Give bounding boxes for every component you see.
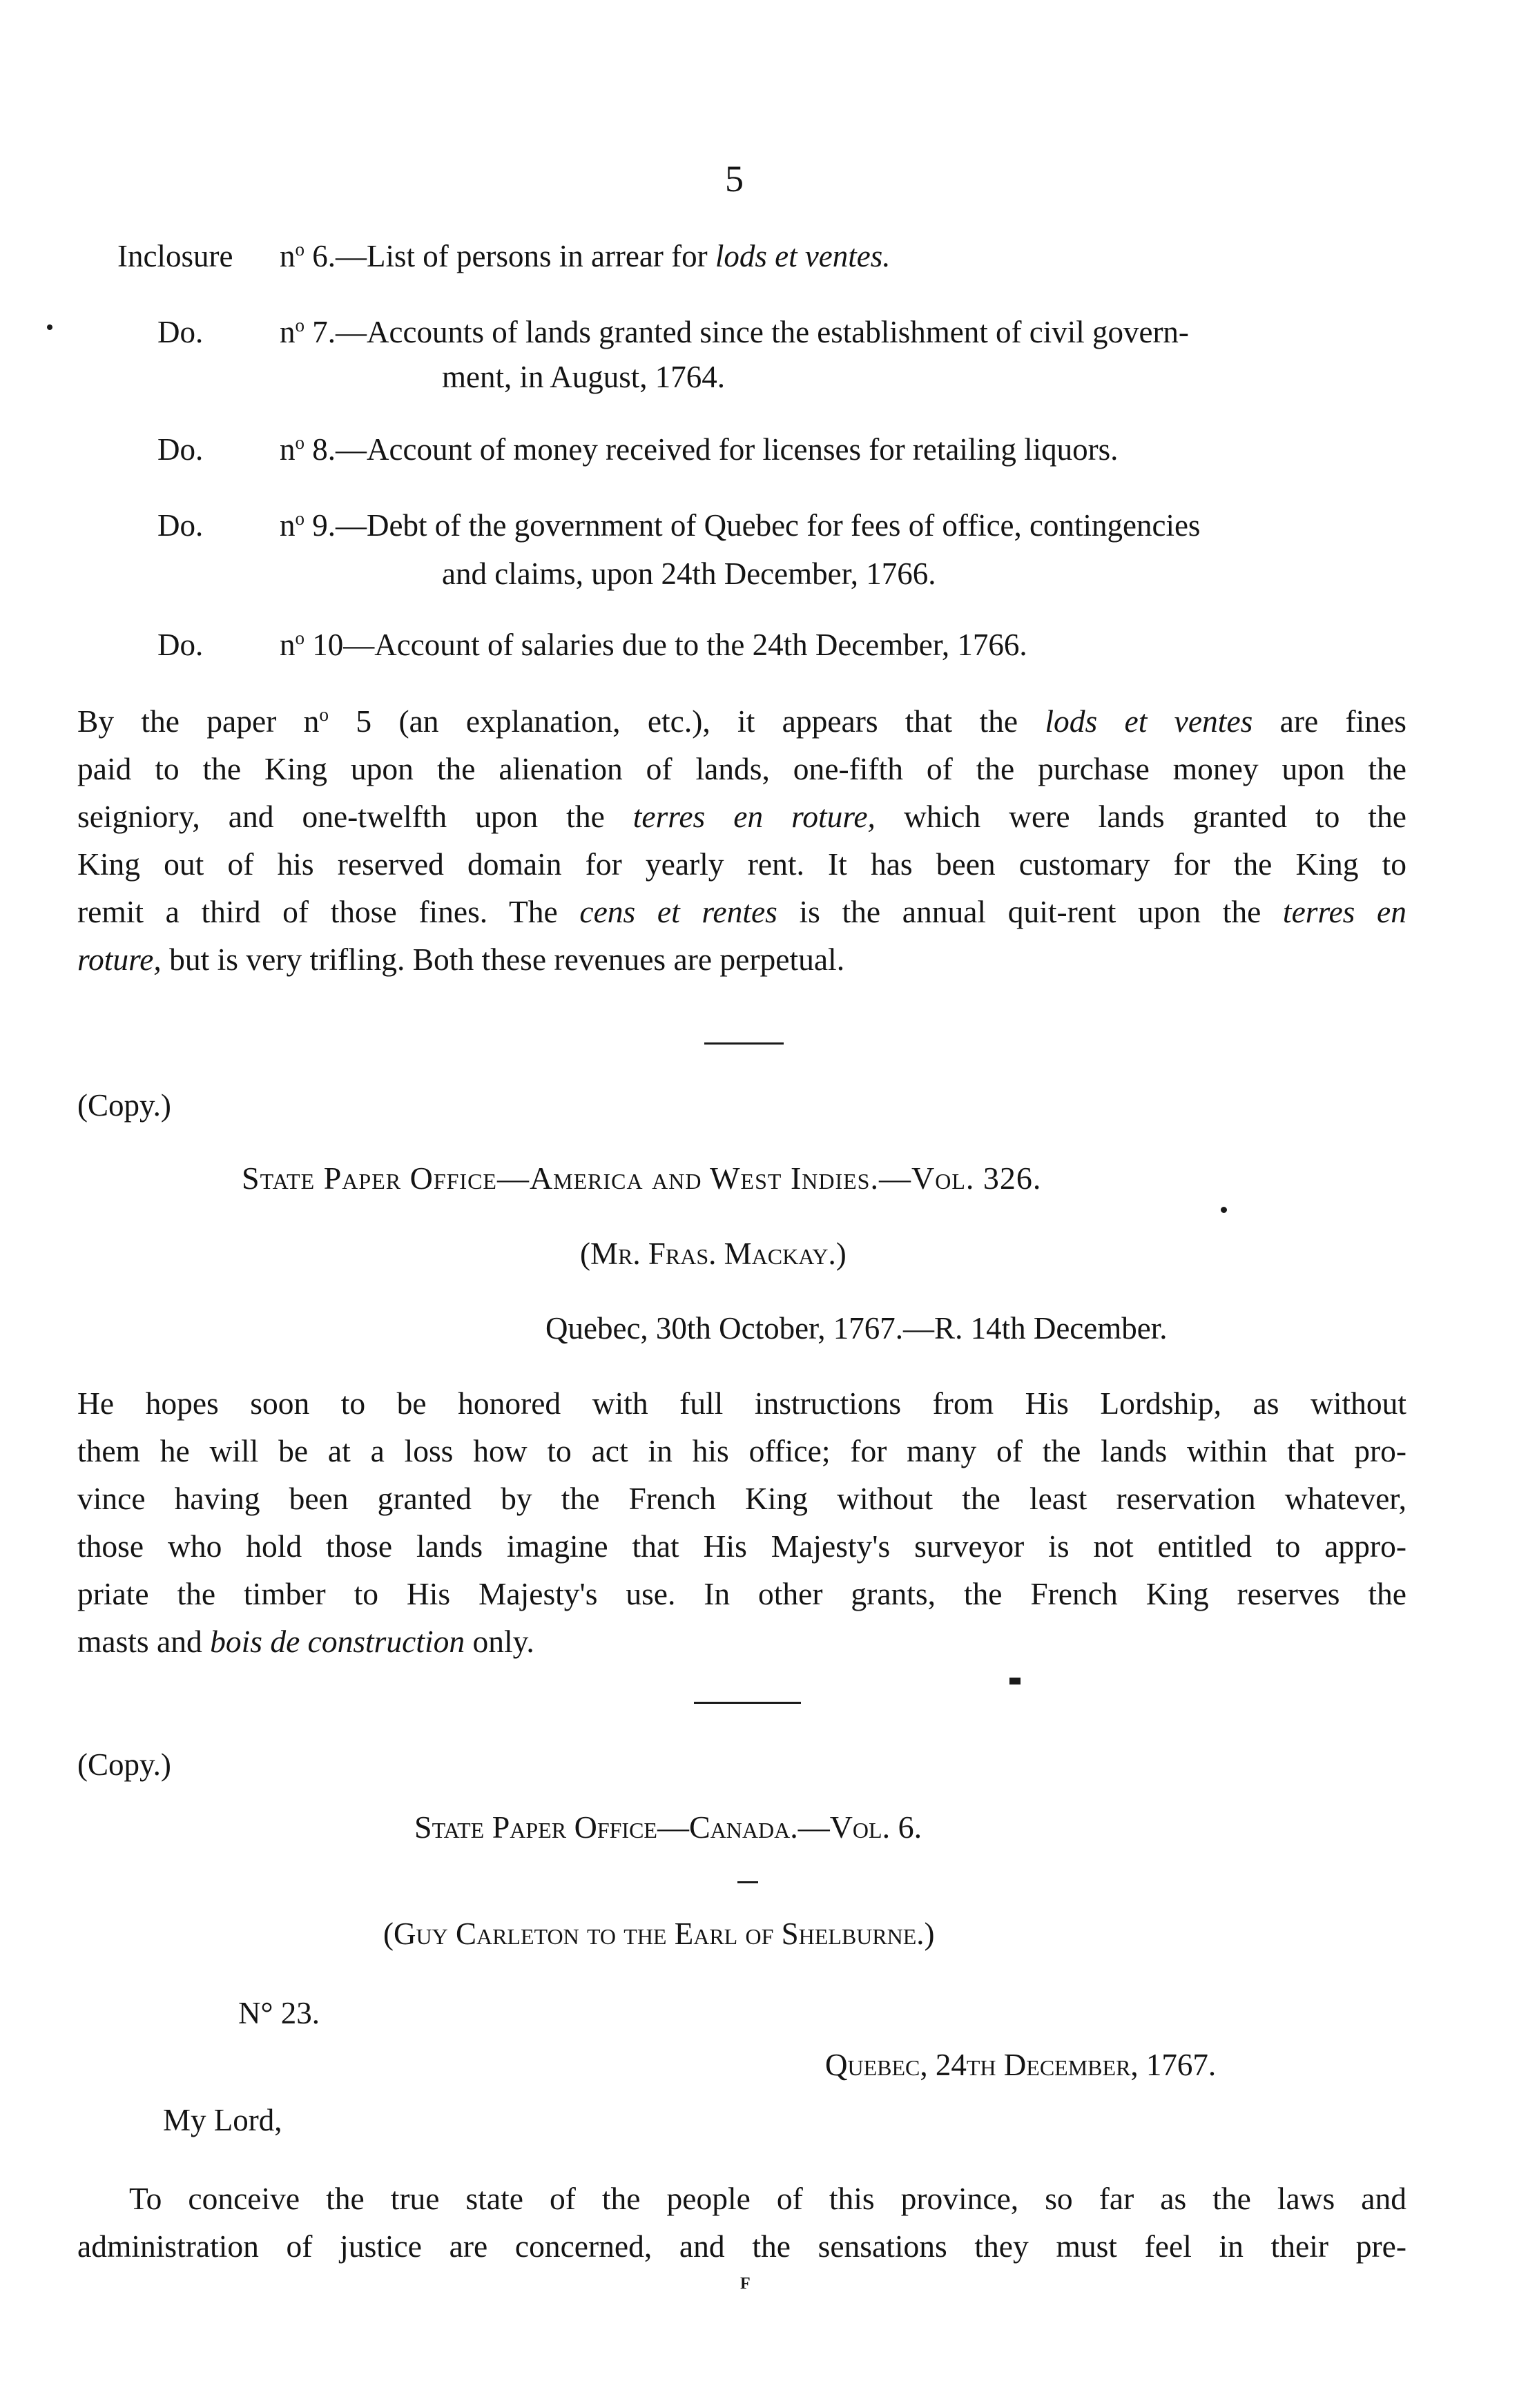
- enclosure-desc: —Account of salaries due to the 24th December, 1766.: [343, 628, 1027, 662]
- section-subheading: (Guy Carleton to the Earl of Shelburne.): [383, 1916, 935, 1951]
- enclosure-desc: .—Accounts of lands granted since the establishment of civil govern-: [327, 315, 1189, 349]
- stray-dash: [1009, 1678, 1021, 1684]
- section2-paragraph: To conceive the true state of the people of this province, so far as the laws and administration of justice are concerned, and the sensations they must feel in their pre-: [77, 2181, 1406, 2264]
- enclosure-label: Do.: [157, 432, 204, 467]
- letter-number: N° 23.: [238, 1996, 320, 2030]
- heading-mark: [1221, 1207, 1227, 1213]
- enclosure-no: 7: [312, 315, 328, 349]
- enclosure-item-text: $n^o$ 7.—Accounts of lands granted since the establishment of civil govern-: [280, 315, 1189, 349]
- enclosure-desc: .—Debt of the government of Quebec for fees of office, contingencies: [327, 508, 1201, 543]
- copy-label: (Copy.): [77, 1747, 171, 1782]
- section-divider: [704, 1042, 784, 1045]
- enclosure-no: 10: [312, 628, 344, 662]
- enclosure-item-text: $n^o$ 8.—Account of money received for licenses for retailing liquors.: [280, 432, 1119, 467]
- section-heading: State Paper Office—America and West Indies.—Vol. 326.: [242, 1161, 1042, 1196]
- explanation-paragraph: By the paper $n^o$ 5 (an explanation, etc.), it appears that the lods et ventes are fines paid to the King upon the alienation of lands, one-fifth of the purchase money upon the seigniory, and one-twelfth upon the terres en roture, which were lands granted to the King out of his reserved domain for yearly rent. It has been customary for the King to remit a third of those fines. The cens et rentes is the annual quit-rent upon the terres en roture, but is very trifling. Both these revenues are perpetual.: [77, 703, 1406, 977]
- enclosure-label: Do.: [157, 315, 204, 349]
- dateline: Quebec, 30th October, 1767.—R. 14th December.: [545, 1311, 1168, 1346]
- enclosure-no: 8: [312, 432, 328, 467]
- copy-label: (Copy.): [77, 1088, 171, 1123]
- enclosure-desc-italic: lods et ventes.: [715, 239, 891, 273]
- enclosure-desc-cont: ment, in August, 1764.: [442, 360, 726, 394]
- signature-mark: F: [740, 2275, 751, 2293]
- section-heading: State Paper Office—Canada.—Vol. 6.: [414, 1809, 922, 1845]
- stray-mark: [47, 324, 52, 330]
- salutation: My Lord,: [163, 2103, 282, 2137]
- enclosure-item: [117, 238, 233, 274]
- section-subheading: (Mr. Fras. Mackay.): [580, 1236, 847, 1271]
- enclosure-item-text: $n^o$ 9.—Debt of the government of Quebec for fees of office, contingencies: [280, 508, 1201, 543]
- enclosure-label: Do.: [157, 628, 204, 662]
- enclosure-desc: .—List of persons in arrear for: [327, 239, 715, 273]
- enclosure-label: Inclosure: [117, 239, 233, 273]
- enclosure-item-text: $n^o$ 6.—List of persons in arrear for lods et ventes.: [280, 239, 891, 273]
- enclosure-no: 9: [312, 508, 328, 543]
- enclosure-label: Do.: [157, 508, 204, 543]
- section-divider: [694, 1702, 801, 1704]
- dateline: Quebec, 24th December, 1767.: [825, 2048, 1217, 2082]
- section1-paragraph: He hopes soon to be honored with full instructions from His Lordship, as without them he will be at a loss how to act in his office; for many of the lands within that pro- vince having been granted by the French King without the least reservation whatever, those who hold those lands imagine that His Majesty's surveyor is not entitled to appro- priate the timber to His Majesty's use. In other grants, the French King reserves the masts and bois de construction only.: [77, 1386, 1406, 1659]
- enclosure-desc: .—Account of money received for licenses for retailing liquors.: [327, 432, 1119, 467]
- enclosure-no: 6: [312, 239, 328, 273]
- enclosure-desc-cont: and claims, upon 24th December, 1766.: [442, 556, 936, 591]
- enclosure-item-text: $n^o$ 10—Account of salaries due to the 24th December, 1766.: [280, 628, 1027, 662]
- page-number: 5: [725, 158, 744, 200]
- heading-dash: [737, 1881, 758, 1883]
